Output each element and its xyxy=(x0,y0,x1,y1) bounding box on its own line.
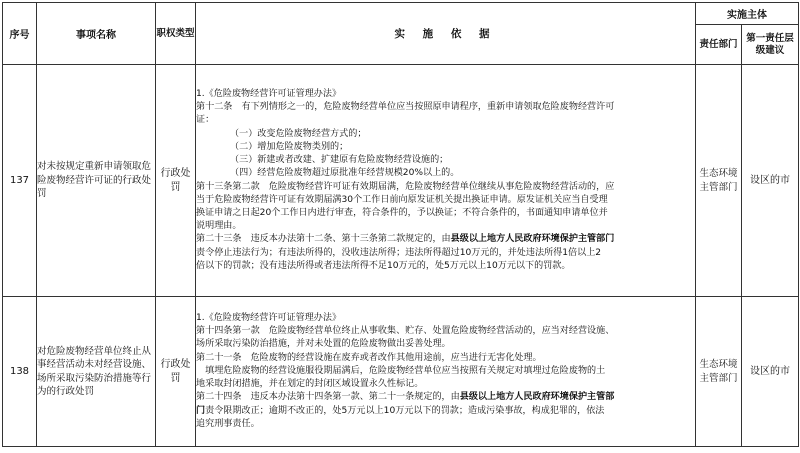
row-first-level: 设区的市 xyxy=(742,65,799,297)
basis-text: 责令限期改正；逾期不改正的，处5万元以上10万元以下的罚款；造成污染事故，构成犯罪的，依法 xyxy=(205,405,605,416)
row-responsible-dept: 生态环境主管部门 xyxy=(696,297,742,447)
basis-line: （一）改变危险废物经营方式的； xyxy=(230,128,367,139)
header-authority-type: 职权类型 xyxy=(156,3,196,65)
header-implementing-subject: 实施主体 xyxy=(696,3,799,25)
basis-line: 第二十一条 危险废物的经营设施在废弃或者改作其他用途前，应当进行无害化处理。 xyxy=(196,352,542,363)
header-item-name: 事项名称 xyxy=(37,3,156,65)
header-responsible-dept: 责任部门 xyxy=(696,25,742,65)
basis-line: （三）新建或者改建、扩建原有危险废物经营设施的； xyxy=(230,155,449,166)
row-item-name: 对未按规定重新申请领取危险废物经营许可证的行政处罚 xyxy=(37,65,156,297)
basis-line: 填埋危险废物的经营设施服役期届满后，危险废物经营单位应当按照有关规定对填埋过危险废物的土 xyxy=(196,365,606,376)
basis-line xyxy=(196,233,695,246)
basis-bold-authority: 县级以上地方人民政府环境保护主管部门 xyxy=(450,234,615,245)
basis-line: 当于危险废物经营许可证有效期届满30个工作日前向原发证机关提出换证申请。原发证机关应当自受理 xyxy=(196,194,608,205)
basis-line: （四）经营危险废物超过原批准年经营规模20%以上的。 xyxy=(230,168,460,179)
table-row xyxy=(3,65,799,297)
basis-line: 说明理由。 xyxy=(196,221,242,232)
row-authority-type: 行政处罚 xyxy=(156,297,196,447)
row-seq: 137 xyxy=(3,65,37,297)
basis-line: 换证申请之日起20个工作日内进行审查，符合条件的，予以换证；不符合条件的，书面通知申请单位并 xyxy=(196,207,608,218)
header-first-level: 第一责任层级建议 xyxy=(742,25,799,65)
basis-line: 倍以下的罚款；没有违法所得或者违法所得不足10万元的，处5万元以上10万元以下的罚款。 xyxy=(196,260,571,271)
basis-line xyxy=(196,405,695,418)
row-basis xyxy=(196,297,696,447)
basis-line: 追究刑事责任。 xyxy=(196,418,260,429)
header-seq: 序号 xyxy=(3,3,37,65)
basis-bold-authority: 县级以上地方人民政府环境保护主管部 xyxy=(459,392,615,403)
basis-line: 第十四条第一款 危险废物经营单位终止从事收集、贮存、处置危险废物经营活动的，应当对经营设施、 xyxy=(196,326,615,337)
basis-line: 1.《危险废物经营许可证管理办法》 xyxy=(196,89,342,100)
basis-text: 第二十三条 违反本办法第十二条、第十三条第二款规定的，由 xyxy=(196,234,451,245)
basis-line: 证： xyxy=(196,115,215,126)
basis-line: （二）增加危险废物类别的； xyxy=(230,141,349,152)
basis-line: 第十二条 有下列情形之一的，危险废物经营单位应当按照原申请程序，重新申请领取危险废物经营许可 xyxy=(196,102,615,113)
enforcement-table xyxy=(2,2,799,447)
basis-line: 地采取封闭措施，并在划定的封闭区域设置永久性标记。 xyxy=(196,379,424,390)
basis-line: 1.《危险废物经营许可证管理办法》 xyxy=(196,313,342,324)
basis-line: 第十三条第二款 危险废物经营许可证有效期届满，危险废物经营单位继续从事危险废物经营活动的，应 xyxy=(196,181,615,192)
header-basis: 实 施 依 据 xyxy=(196,3,696,65)
row-basis xyxy=(196,65,696,297)
basis-bold-authority: 门 xyxy=(196,405,206,416)
row-item-name: 对危险废物经营单位终止从事经营活动未对经营设施、场所采取污染防治措施等行为的行政处罚 xyxy=(37,297,156,447)
row-first-level: 设区的市 xyxy=(742,297,799,447)
basis-line xyxy=(196,391,695,404)
table-row xyxy=(3,297,799,447)
basis-text: 第二十四条 违反本办法第十四条第一款、第二十一条规定的，由 xyxy=(196,392,460,403)
row-seq: 138 xyxy=(3,297,37,447)
row-authority-type: 行政处罚 xyxy=(156,65,196,297)
basis-line: 责令停止违法行为；有违法所得的，没收违法所得；违法所得超过10万元的，并处违法所得1倍以上2 xyxy=(196,247,602,258)
basis-line: 场所采取污染防治措施，并对未处置的危险废物做出妥善处理。 xyxy=(196,339,451,350)
row-responsible-dept: 生态环境主管部门 xyxy=(696,65,742,297)
